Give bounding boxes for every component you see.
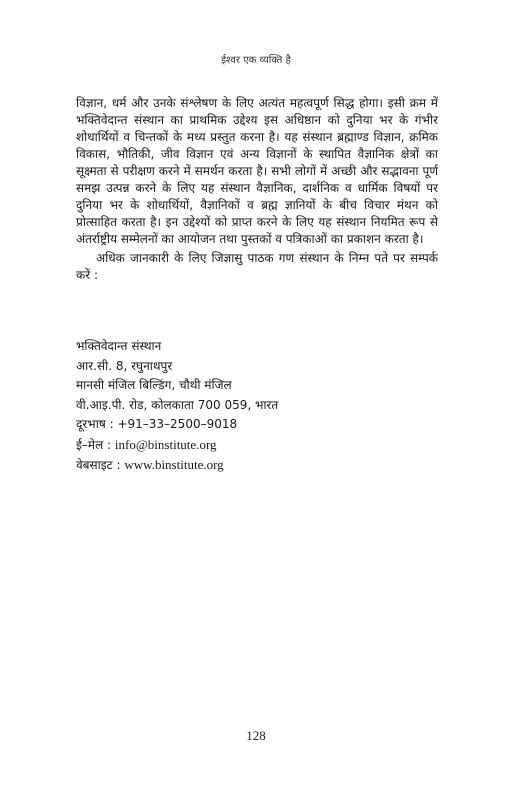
city-address: वी.आइ.पी. रोड, कोलकाता 700 059, भारत	[76, 397, 279, 412]
phone-line	[76, 415, 438, 435]
email-label: ई–मेल :	[76, 437, 112, 452]
institute-name: भक्तिवेदान्त संस्थान	[76, 339, 162, 353]
website-label: वेबसाइट :	[76, 458, 121, 472]
phone-label: दूरभाष :	[76, 417, 114, 431]
body-paragraph-2: अधिक जानकारी के लिए जिज्ञासु पाठक गण संस्थान के निम्न पते पर सम्पर्क करें :	[76, 251, 438, 282]
email-address[interactable]: info@binstitute.org	[114, 436, 217, 452]
email-line	[76, 435, 438, 456]
phone-number: +91–33–2500–9018	[117, 417, 238, 431]
running-header: ईश्वर एक व्यक्ति है	[221, 55, 291, 66]
contact-address-block	[76, 337, 438, 476]
page-number: 128	[246, 728, 266, 743]
street-address: आर.सी. 8, रघुनाथपुर	[76, 358, 173, 373]
website-line	[76, 455, 438, 476]
website-url[interactable]: www.binstitute.org	[124, 457, 224, 472]
building-address: मानसी मंजिल बिल्डिंग, चौथी मंजिल	[76, 378, 232, 392]
body-paragraph-1: विज्ञान, धर्म और उनके संश्लेषण के लिए अत्यंत महत्वपूर्ण सिद्ध होगा। इसी क्रम में भक्तिवेदान्त संस्थान का प्राथमिक उद्देश्य इस अधिष्ठान को दुनिया भर के गंभीर शोधार्थियों व चिन्तकों के मध्य प्रस्तुत करना है। यह संस्थान ब्रह्माण्ड विज्ञान, क्रमिक विकास, भौतिकी, जीव विज्ञान एवं अन्य विज्ञानों के स्थापित वैज्ञानिक क्षेत्रों का सूक्ष्मता से परीक्षण करने में समर्थन करता है। सभी लोगों में अच्छी और सद्भावना पूर्ण समझ उत्पन्न करने के लिए यह संस्थान वैज्ञानिक, दार्शनिक व धार्मिक विषयों पर दुनिया भर के शोधार्थियों, वैज्ञानिकों व ब्रह्म ज्ञानियों के बीच विचार मंथन को प्रोत्साहित करता है। इन उद्देश्यों को प्राप्त करने के लिए यह संस्थान नियमित रूप से अंतर्राष्ट्रीय सम्मेलनों का आयोजन तथा पुस्तकों व पत्रिकाओं का प्रकाशन करता है।	[76, 96, 438, 246]
